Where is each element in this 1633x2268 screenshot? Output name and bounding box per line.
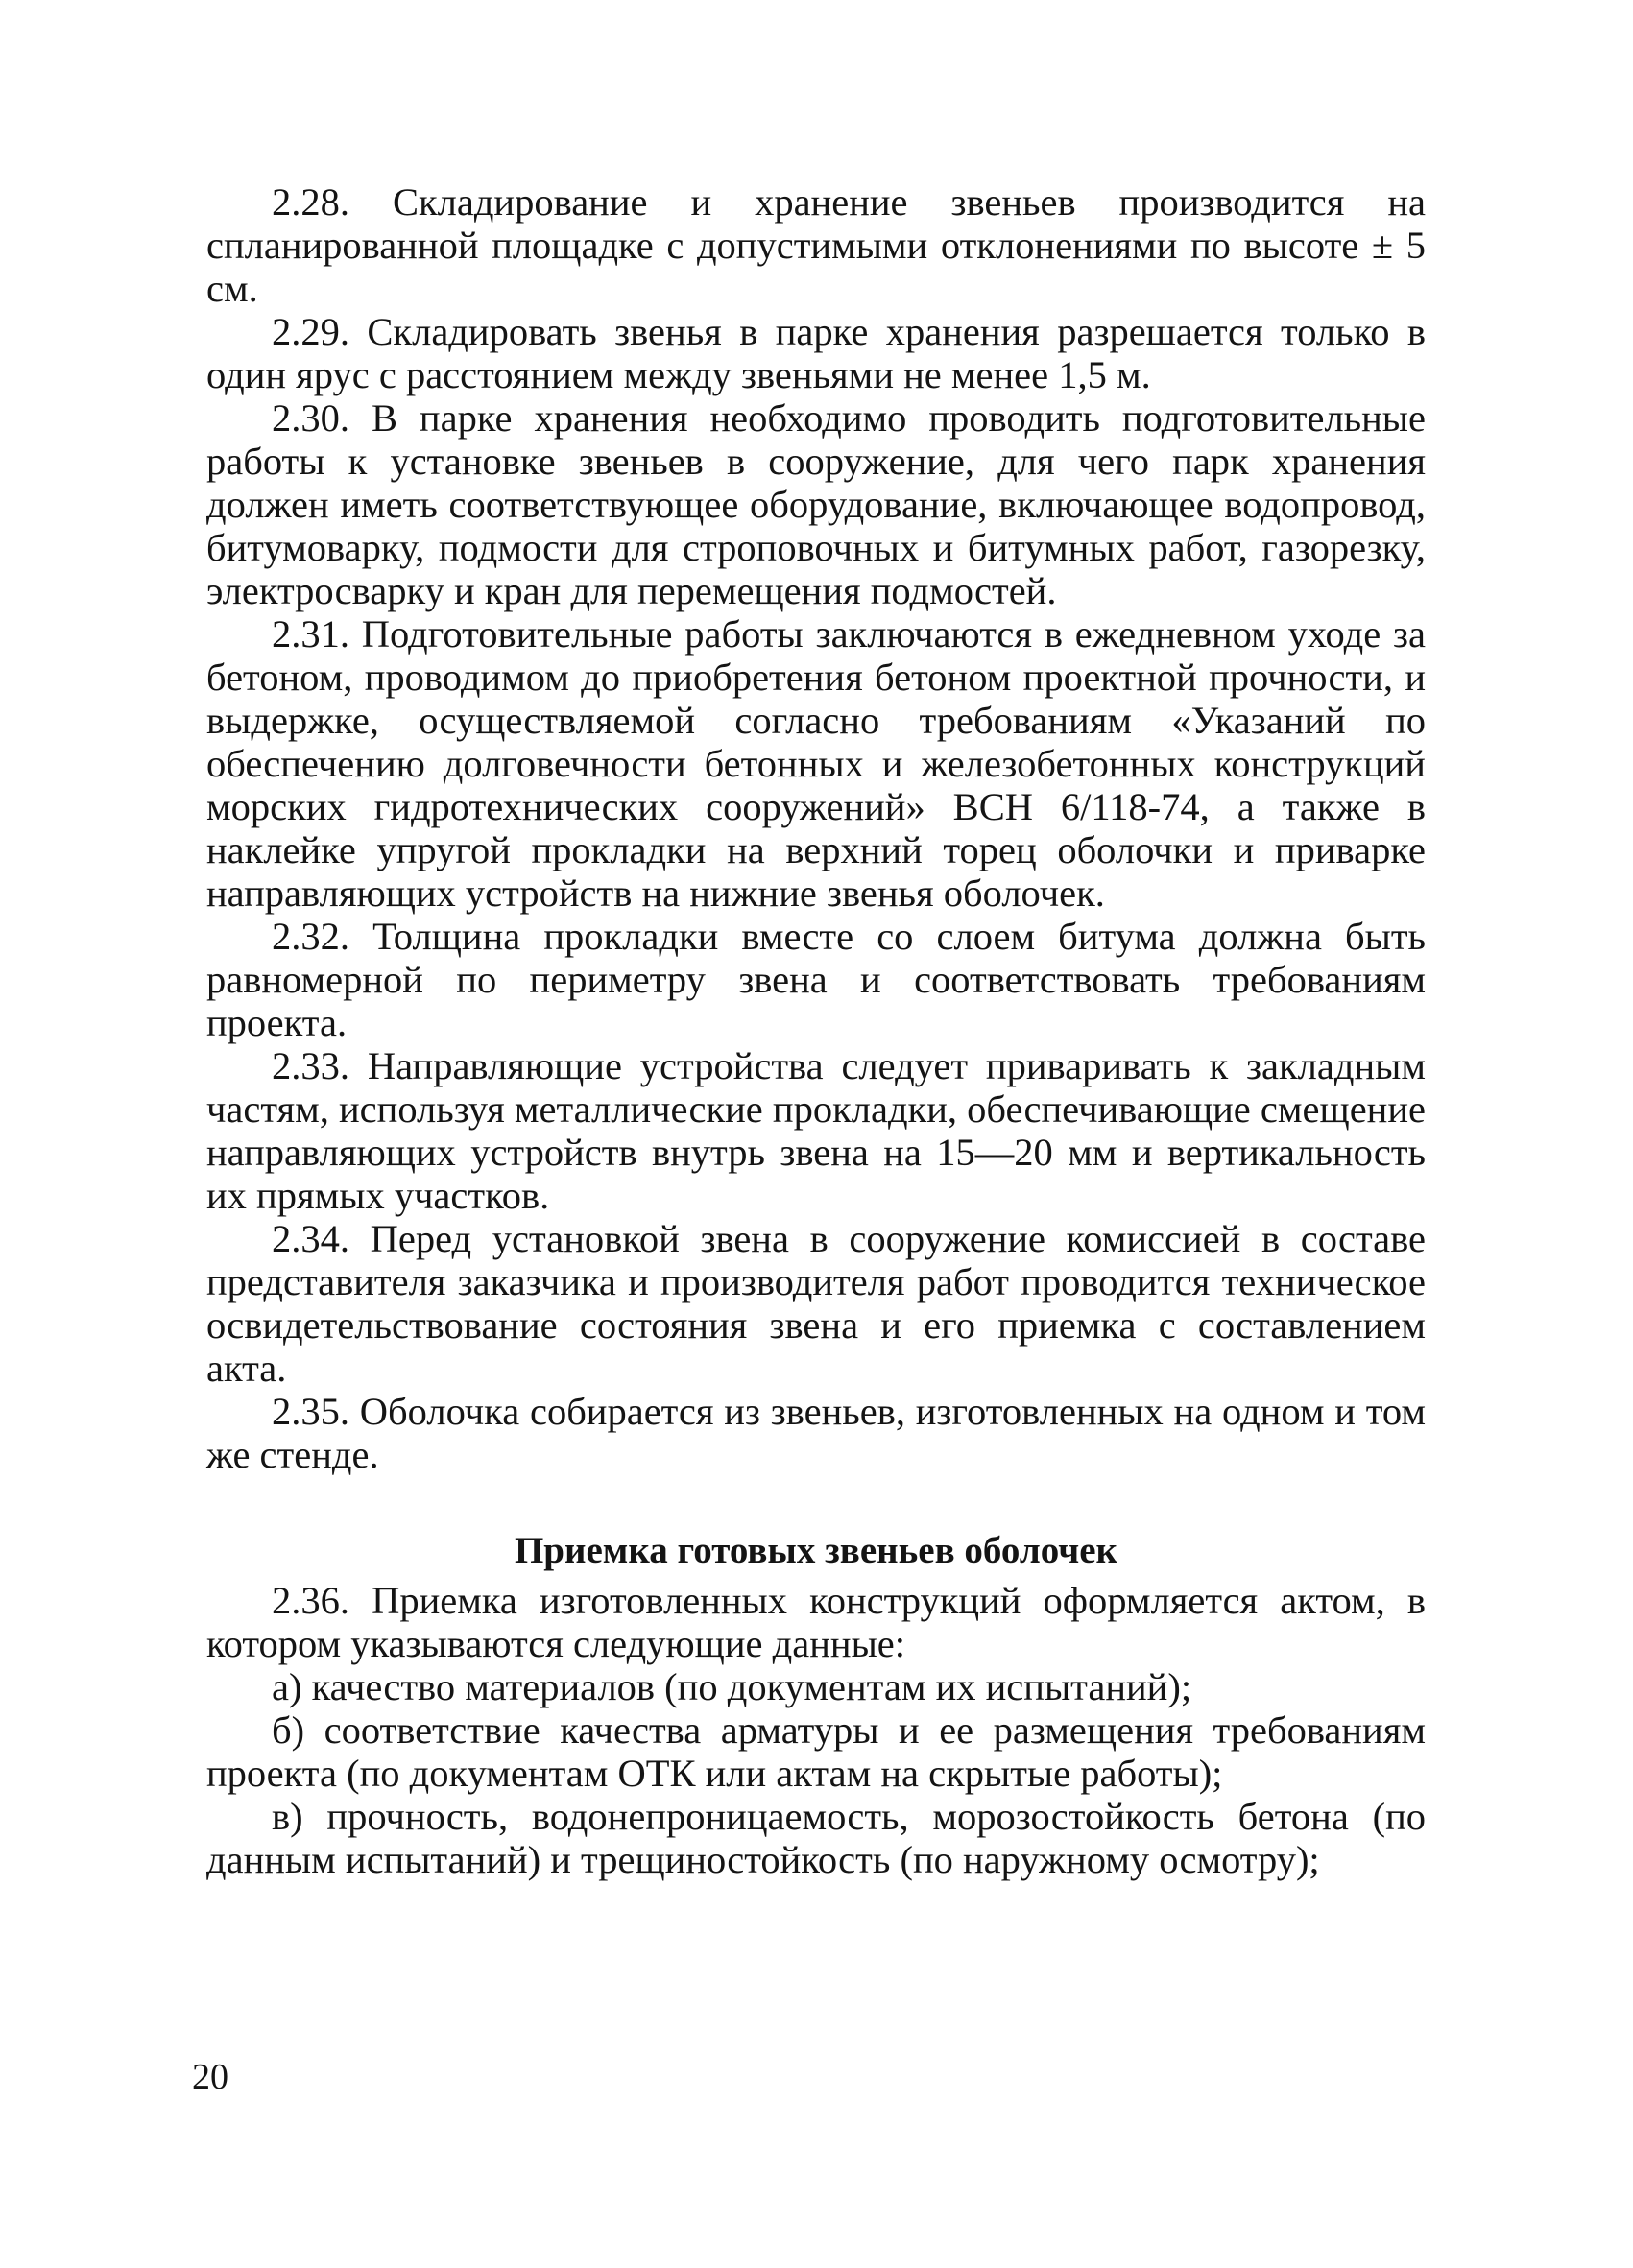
paragraph-2-33: 2.33. Направляющие устройства следует приваривать к закладным частям, используя металлические прокладки, обеспечивающие смещение направляющих устройств внутрь звена на 15—20 мм и вертикальность их прямых участков. xyxy=(206,1044,1426,1217)
paragraph-2-29: 2.29. Складировать звенья в парке хранения разрешается только в один ярус с расстоянием между звеньями не менее 1,5 м. xyxy=(206,310,1426,396)
page-number: 20 xyxy=(192,2057,228,2097)
list-item-v: в) прочность, водонепроницаемость, морозостойкость бетона (по данным испытаний) и трещиностойкость (по наружному осмотру); xyxy=(206,1795,1426,1881)
paragraph-2-28: 2.28. Складирование и хранение звеньев производится на спланированной площадке с допустимыми отклонениями по высоте ± 5 см. xyxy=(206,180,1426,310)
list-item-a: а) качество материалов (по документам их испытаний); xyxy=(272,1665,1192,1708)
paragraph-2-34: 2.34. Перед установкой звена в сооружение комиссией в составе представителя заказчика и производителя работ проводится техническое освидетельствование состояния звена и его приемка с составлением акта. xyxy=(206,1217,1426,1390)
paragraph-2-35: 2.35. Оболочка собирается из звеньев, изготовленных на одном и том же стенде. xyxy=(206,1390,1426,1476)
list-item-b: б) соответствие качества арматуры и ее размещения требованиям проекта (по документам ОТК или актам на скрытые работы); xyxy=(206,1708,1426,1795)
paragraph-2-32: 2.32. Толщина прокладки вместе со слоем битума должна быть равномерной по периметру звена и соответствовать требованиям проекта. xyxy=(206,915,1426,1044)
paragraph-2-30: 2.30. В парке хранения необходимо проводить подготовительные работы к установке звеньев в сооружение, для чего парк хранения должен иметь соответствующее оборудование, включающее водопровод, битумоварку, подмости для строповочных и битумных работ, газорезку, электросварку и кран для перемещения подмостей. xyxy=(206,396,1426,612)
page-body xyxy=(206,180,1426,1881)
section-heading: Приемка готовых звеньев оболочек xyxy=(514,1530,1118,1571)
paragraph-2-36: 2.36. Приемка изготовленных конструкций оформляется актом, в котором указываются следующие данные: xyxy=(206,1579,1426,1665)
paragraph-2-31: 2.31. Подготовительные работы заключаются в ежедневном уходе за бетоном, проводимом до приобретения бетоном проектной прочности, и выдержке, осуществляемой согласно требованиям «Указаний по обеспечению долговечности бетонных и железобетонных конструкций морских гидротехнических сооружений» ВСН 6/118-74, а также в наклейке упругой прокладки на верхний торец оболочки и приварке направляющих устройств на нижние звенья оболочек. xyxy=(206,612,1426,915)
